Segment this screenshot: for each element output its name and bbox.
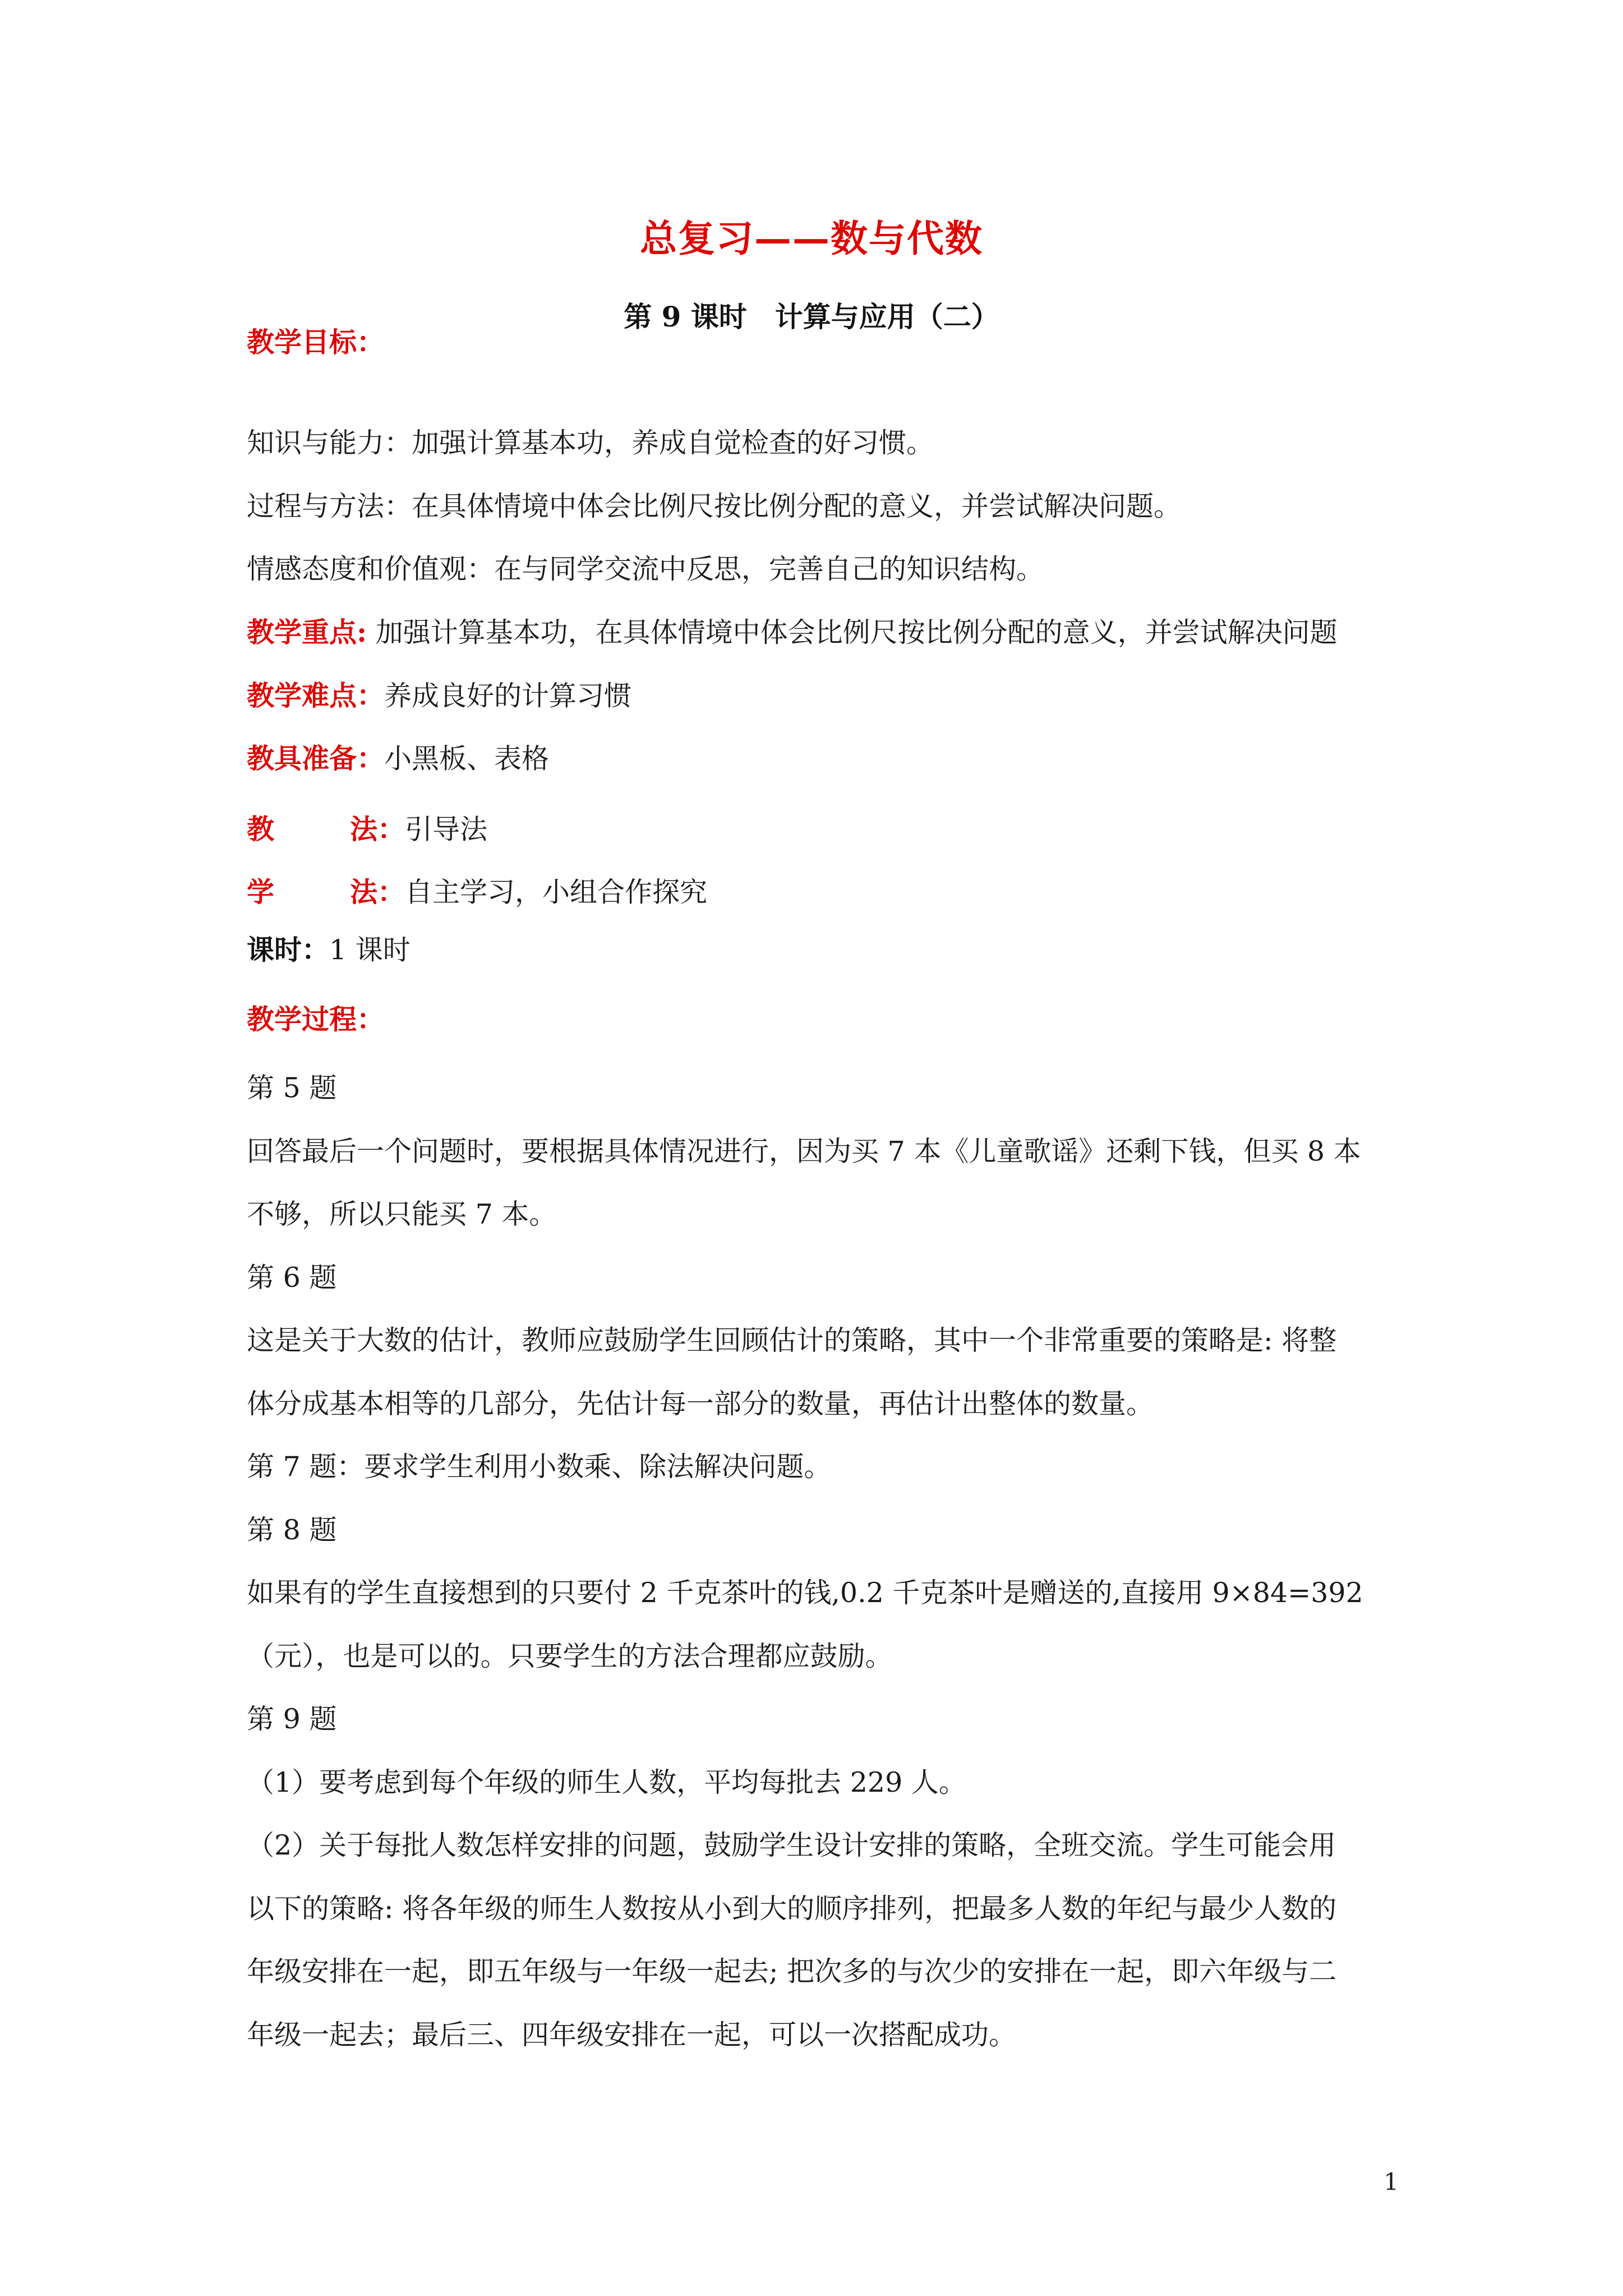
teaching-method-label-b: 法： xyxy=(350,813,405,845)
q6-title: 第 6 题 xyxy=(247,1262,337,1294)
q9-line-4: 年级安排在一起，即五年级与一年级一起去; 把次多的与次少的安排在一起，即六年级与二 xyxy=(247,1955,1337,1987)
q9-line-2: （2）关于每批人数怎样安排的问题，鼓励学生设计安排的策略，全班交流。学生可能会用 xyxy=(247,1829,1336,1861)
teaching-method-text: 引导法 xyxy=(405,813,488,845)
q6-line-1: 这是关于大数的估计，教师应鼓励学生回顾估计的策略，其中一个非常重要的策略是: 将整 xyxy=(247,1324,1337,1356)
objective-attitude: 情感态度和价值观：在与同学交流中反思，完善自己的知识结构。 xyxy=(247,553,1044,585)
materials xyxy=(247,739,1402,779)
materials-text: 小黑板、表格 xyxy=(384,743,550,775)
difficult-points-text: 养成良好的计算习惯 xyxy=(384,680,632,712)
learning-method-label-a: 学 xyxy=(247,876,275,908)
class-hours xyxy=(247,930,1402,970)
page-number: 1 xyxy=(1384,2168,1399,2196)
q9-line-1: （1）要考虑到每个年级的师生人数，平均每批去 229 人。 xyxy=(247,1766,966,1798)
q5-line-2: 不够，所以只能买 7 本。 xyxy=(247,1198,557,1230)
document-title: 总复习——数与代数 xyxy=(640,217,983,260)
key-points-text: 加强计算基本功，在具体情境中体会比例尺按比例分配的意义，并尝试解决问题 xyxy=(367,616,1338,648)
q7-line: 第 7 题：要求学生利用小数乘、除法解决问题。 xyxy=(247,1451,832,1483)
key-points-label: 教学重点: xyxy=(247,616,367,648)
learning-method xyxy=(247,872,1402,912)
key-points xyxy=(247,613,1402,652)
objective-knowledge: 知识与能力：加强计算基本功，养成自觉检查的好习惯。 xyxy=(247,427,934,459)
q9-line-3: 以下的策略: 将各年级的师生人数按从小到大的顺序排列，把最多人数的年纪与最少人数的 xyxy=(247,1893,1337,1925)
teaching-method-label-a: 教 xyxy=(247,813,275,845)
learning-method-label-b: 法： xyxy=(350,876,405,908)
materials-label: 教具准备： xyxy=(247,742,385,775)
q6-line-2: 体分成基本相等的几部分，先估计每一部分的数量，再估计出整体的数量。 xyxy=(247,1388,1154,1420)
q9-line-5: 年级一起去；最后三、四年级安排在一起，可以一次搭配成功。 xyxy=(247,2019,1017,2051)
q8-title: 第 8 题 xyxy=(247,1514,337,1546)
class-hours-label: 课时： xyxy=(247,933,330,966)
difficult-points-label: 教学难点： xyxy=(247,679,385,712)
q5-title: 第 5 题 xyxy=(247,1072,337,1104)
objectives-heading xyxy=(247,323,1402,362)
teaching-method xyxy=(247,809,1402,849)
difficult-points xyxy=(247,676,1402,716)
lesson-subtitle: 第 9 课时 计算与应用（二） xyxy=(624,300,999,333)
objective-process: 过程与方法：在具体情境中体会比例尺按比例分配的意义，并尝试解决问题。 xyxy=(247,490,1182,522)
process-heading-label: 教学过程： xyxy=(247,1003,385,1036)
learning-method-text: 自主学习，小组合作探究 xyxy=(405,876,708,908)
q9-title: 第 9 题 xyxy=(247,1703,337,1735)
objectives-heading-label: 教学目标： xyxy=(247,326,385,358)
q5-line-1: 回答最后一个问题时，要根据具体情况进行，因为买 7 本《儿童歌谣》还剩下钱，但买 8 本 xyxy=(247,1135,1361,1167)
process-heading xyxy=(247,1000,1402,1039)
q8-line-1: 如果有的学生直接想到的只要付 2 千克茶叶的钱,0.2 千克茶叶是赠送的,直接用 9×84=392 xyxy=(247,1577,1363,1609)
class-hours-text: 1 课时 xyxy=(329,934,411,966)
q8-line-2: （元），也是可以的。只要学生的方法合理都应鼓励。 xyxy=(247,1640,893,1672)
